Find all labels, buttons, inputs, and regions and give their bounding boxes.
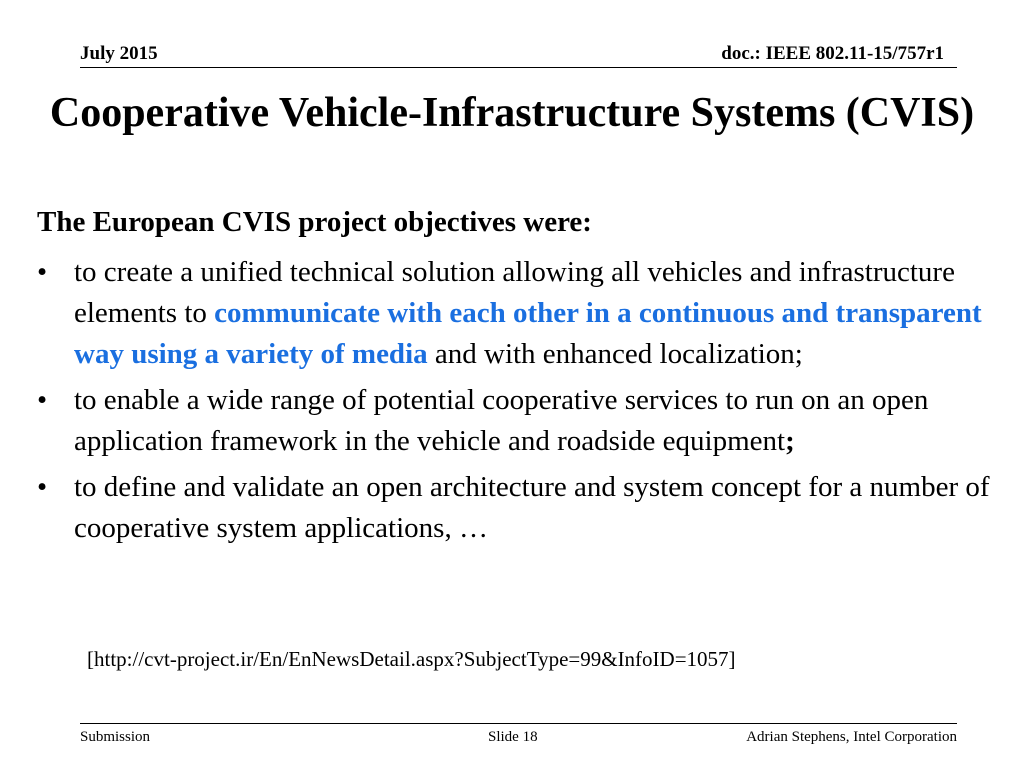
- bullet-icon: •: [37, 384, 48, 416]
- header-divider: [80, 67, 957, 68]
- bullet-text: to enable a wide range of potential cooperative services to run on an open application framework in the vehicle and roadside equipment: [74, 384, 929, 457]
- bullet-text-after: and with enhanced localization;: [427, 338, 803, 370]
- bullet-icon: •: [37, 471, 48, 503]
- bullet-text: to create a unified technical solution allowing all vehicles and infrastructure elements to: [74, 256, 955, 329]
- bullet-item: [0, 252, 1000, 375]
- bullet-text: to define and validate an open architecture and system concept for a number of cooperative system applications, …: [74, 471, 990, 544]
- bullet-list: [0, 252, 1000, 554]
- bullet-item: [0, 467, 1000, 549]
- footer-slide-number: Slide 18: [488, 729, 538, 745]
- source-citation: [http://cvt-project.ir/En/EnNewsDetail.aspx?SubjectType=99&InfoID=1057]: [87, 647, 736, 671]
- bullet-semicolon: ;: [785, 425, 795, 457]
- bullet-emphasis: communicate with each other in a continuous and transparent way using a variety of media: [74, 297, 982, 370]
- footer-divider: [80, 723, 957, 724]
- header-date: July 2015: [80, 43, 158, 64]
- slide-title: Cooperative Vehicle-Infrastructure Systems (CVIS): [49, 90, 975, 136]
- bullet-item: [0, 380, 1000, 462]
- footer-author: Adrian Stephens, Intel Corporation: [746, 729, 957, 745]
- footer-submission: Submission: [80, 729, 151, 745]
- intro-heading: The European CVIS project objectives were:: [37, 206, 592, 238]
- header-doc-id: doc.: IEEE 802.11-15/757r1: [721, 43, 944, 64]
- bullet-icon: •: [37, 256, 48, 288]
